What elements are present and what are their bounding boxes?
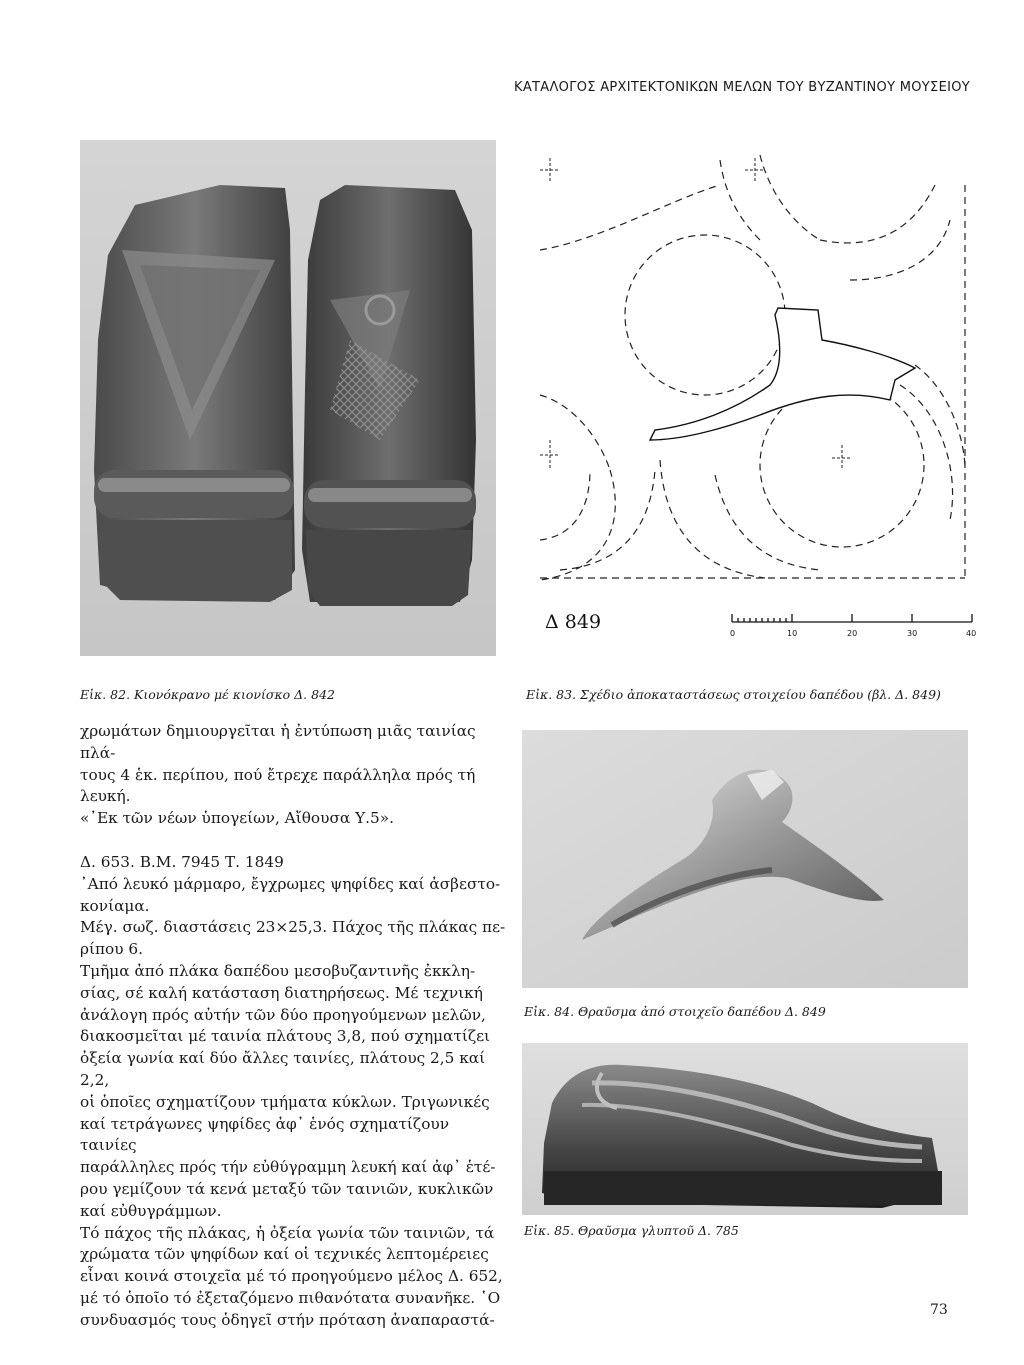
- figure-85-photo: [522, 1043, 968, 1215]
- body-line: Τό πάχος τῆς πλάκας, ἡ ὀξεία γωνία τῶν ταινιῶν, τά: [80, 1223, 495, 1242]
- sculpture-fragment-photo-illustration: [522, 1043, 968, 1215]
- body-line: οἱ ὁποῖες σχηματίζουν τμήματα κύκλων. Τριγωνικές: [80, 1092, 490, 1111]
- floor-fragment-photo-illustration: [522, 730, 968, 988]
- figure-84-photo: [522, 730, 968, 988]
- scale-tick-30: 30: [907, 629, 918, 638]
- body-line: κονίαμα.: [80, 896, 150, 915]
- body-line: χρώματα τῶν ψηφίδων καί οἱ τεχνικές λεπτομέρειες: [80, 1245, 489, 1264]
- scale-tick-0: 0: [730, 629, 736, 638]
- body-line: ρου γεμίζουν τά κενά μεταξύ τῶν ταινιῶν, κυκλικῶν: [80, 1179, 494, 1198]
- figure-82-caption: Εἰκ. 82. Κιονόκρανο μέ κιονίσκο Δ. 842: [80, 687, 335, 702]
- scale-bar: [732, 614, 972, 622]
- figure-85-caption: Εἰκ. 85. Θραῦσμα γλυπτοῦ Δ. 785: [524, 1223, 739, 1238]
- body-line: μέ τό ὁποῖο τό ἐξεταζόμενο πιθανότατα συνανῆκε. ῾Ο: [80, 1288, 501, 1307]
- body-line: Τμῆμα ἀπό πλάκα δαπέδου μεσοβυζαντινῆς ἐκκλη-: [80, 961, 476, 980]
- scale-tick-20: 20: [847, 629, 858, 638]
- body-line: διακοσμεῖται μέ ταινία πλάτους 3,8, πού σχηματίζει: [80, 1027, 491, 1046]
- body-text-column: [80, 721, 510, 1332]
- body-line: καί τετράγωνες ψηφίδες ἀφ᾿ ἑνός σχηματίζουν ταινίες: [80, 1114, 450, 1155]
- page-number: 73: [930, 1302, 948, 1318]
- body-line: χρωμάτων δημιουργεῖται ἡ ἐντύπωση μιᾶς ταινίας πλά-: [80, 722, 476, 762]
- figure-83-drawing: [520, 140, 980, 660]
- figure-84-caption: Εἰκ. 84. Θραῦσμα ἀπό στοιχεῖο δαπέδου Δ. 849: [524, 1004, 826, 1019]
- catalogue-entry-heading: Δ. 653. Β.Μ. 7945 Τ. 1849: [80, 852, 284, 871]
- floor-reconstruction-drawing: [520, 140, 980, 660]
- scale-tick-40: 40: [966, 629, 977, 638]
- body-line: ᾿Από λευκό μάρμαρο, ἔγχρωμες ψηφίδες καί ἀσβεστο-: [80, 874, 501, 893]
- body-line: λευκή.: [80, 787, 131, 806]
- body-line: Μέγ. σωζ. διαστάσεις 23×25,3. Πάχος τῆς πλάκας πε-: [80, 918, 506, 937]
- body-line: παράλληλες πρός τήν εὐθύγραμμη λευκή καί ἀφ᾿ ἑτέ-: [80, 1158, 496, 1177]
- body-line: ρίπου 6.: [80, 940, 144, 959]
- running-header: ΚΑΤΑΛΟΓΟΣ ΑΡΧΙΤΕΚΤΟΝΙΚΩΝ ΜΕΛΩΝ ΤΟΥ ΒΥΖΑΝΤΙΝΟΥ ΜΟΥΣΕΙΟΥ: [514, 80, 970, 95]
- body-line: «᾿Εκ τῶν νέων ὑπογείων, Αἴθουσα Υ.5».: [80, 809, 394, 828]
- body-line: ἀνάλογη πρός αὐτήν τῶν δύο προηγούμενων μελῶν,: [80, 1005, 486, 1024]
- scale-tick-10: 10: [787, 629, 798, 638]
- body-line: συνδυασμός τους ὁδηγεῖ στήν πρόταση ἀναπαραστά-: [80, 1310, 495, 1329]
- figure-83-caption: Εἰκ. 83. Σχέδιο ἀποκαταστάσεως στοιχείου δαπέδου (βλ. Δ. 849): [526, 687, 941, 702]
- body-line: τους 4 ἑκ. περίπου, πού ἔτρεχε παράλληλα πρός τή: [80, 765, 476, 784]
- capital-photo-illustration: [80, 140, 496, 656]
- drawing-label: Δ 849: [545, 611, 602, 633]
- body-line: σίας, σέ καλή κατάσταση διατηρήσεως. Μέ τεχνική: [80, 983, 483, 1002]
- body-line: εἶναι κοινά στοιχεῖα μέ τό προηγούμενο μέλος Δ. 652,: [80, 1267, 503, 1286]
- body-line: ὀξεία γωνία καί δύο ἄλλες ταινίες, πλάτους 2,5 καί 2,2,: [80, 1049, 486, 1089]
- body-line: καί εὐθυγράμμων.: [80, 1201, 222, 1220]
- figure-82-photo: [80, 140, 496, 656]
